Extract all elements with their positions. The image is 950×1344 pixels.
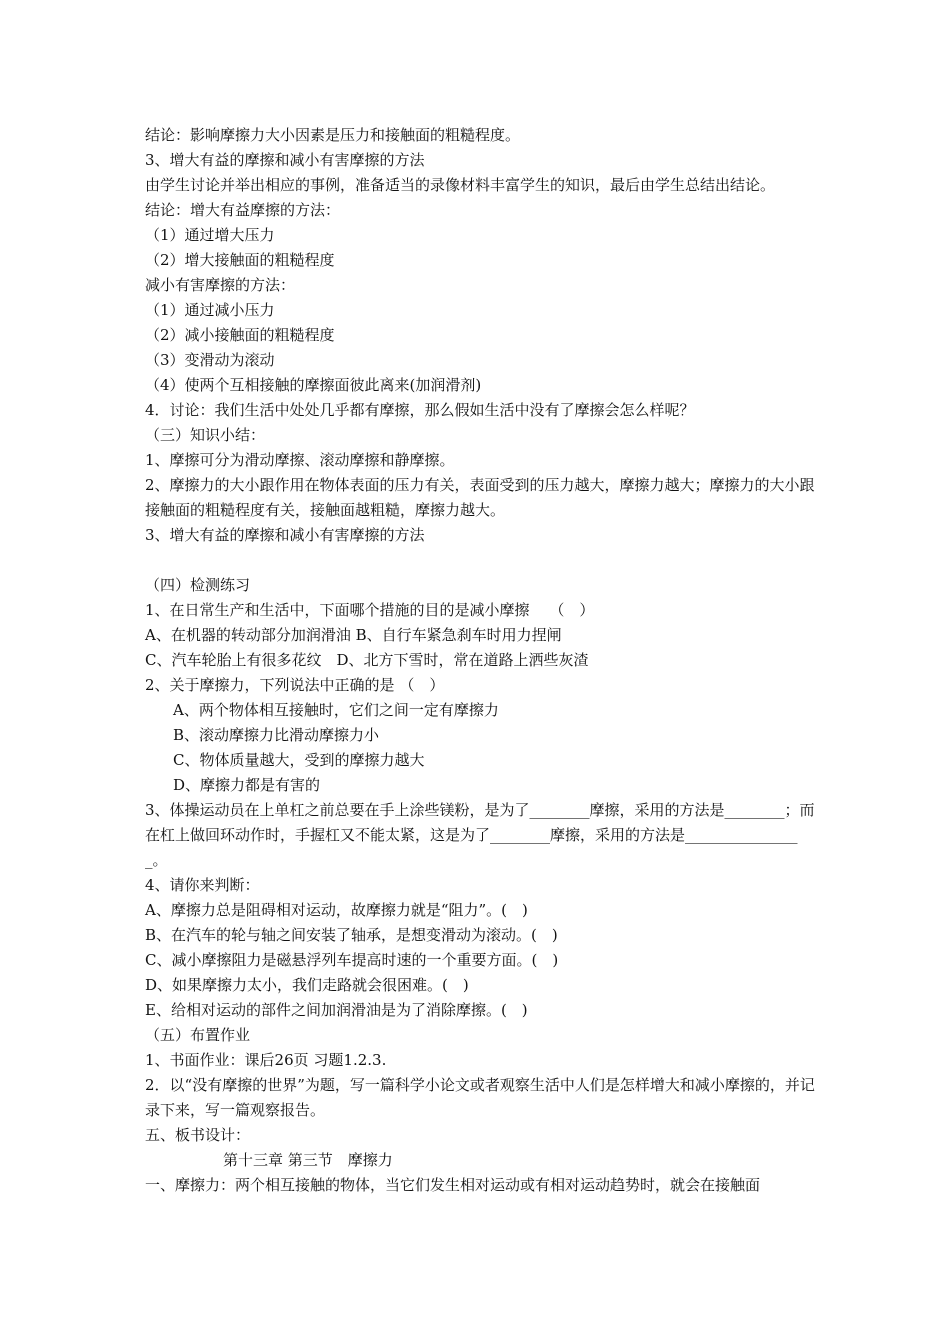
text-line: （2）增大接触面的粗糙程度 (145, 251, 335, 269)
text-line: （4）使两个互相接触的摩擦面彼此离来(加润滑剂) (145, 376, 482, 394)
question-option: B、在汽车的轮与轴之间安装了轴承，是想变滑动为滚动。( ) (145, 926, 558, 944)
text-line: 一、摩擦力：两个相互接触的物体，当它们发生相对运动或有相对运动趋势时，就会在接触面 (145, 1176, 761, 1194)
question-option: E、给相对运动的部件之间加润滑油是为了消除摩擦。( ) (145, 1001, 528, 1019)
text-line: 4．讨论：我们生活中处处几乎都有摩擦，那么假如生活中没有了摩擦会怎么样呢？ (145, 401, 695, 419)
document-page (145, 123, 815, 1198)
question: 4、请你来判断： (145, 876, 260, 894)
text-line: 结论：增大有益摩擦的方法： (145, 201, 341, 219)
question-option: D、摩擦力都是有害的 (173, 776, 321, 794)
text-line: （3）变滑动为滚动 (145, 351, 275, 369)
question-option: C、汽车轮胎上有很多花纹 D、北方下雪时，常在道路上洒些灰渣 (145, 651, 589, 669)
blank-line (145, 548, 815, 573)
question: 2、关于摩擦力，下列说法中正确的是 （ ） (145, 676, 445, 694)
text-paragraph: 2、摩擦力的大小跟作用在物体表面的压力有关，表面受到的压力越大，摩擦力越大；摩擦力的大小跟接触面的粗糙程度有关，接触面越粗糙，摩擦力越大。 (145, 476, 815, 519)
question-option: A、摩擦力总是阻碍相对运动，故摩擦力就是“阻力”。( ) (145, 901, 528, 919)
question: 1、在日常生产和生活中，下面哪个措施的目的是减小摩擦 （ ） (145, 601, 595, 619)
text-line: 1、摩擦可分为滑动摩擦、滚动摩擦和静摩擦。 (145, 451, 455, 469)
question-option: A、在机器的转动部分加润滑油 B、自行车紧急刹车时用力捏闸 (145, 626, 562, 644)
question-option: C、减小摩擦阻力是磁悬浮列车提高时速的一个重要方面。( ) (145, 951, 559, 969)
board-title: 第十三章 第三节 摩擦力 (223, 1151, 393, 1169)
text-line: 结论：影响摩擦力大小因素是压力和接触面的粗糙程度。 (145, 126, 521, 144)
section-heading: 五、板书设计： (145, 1126, 251, 1144)
text-line: （1）通过减小压力 (145, 301, 275, 319)
text-paragraph: 2．以“没有摩擦的世界”为题，写一篇科学小论文或者观察生活中人们是怎样增大和减小摩擦的，并记录下来，写一篇观察报告。 (145, 1076, 815, 1119)
question-option: C、物体质量越大，受到的摩擦力越大 (173, 751, 425, 769)
text-paragraph: 由学生讨论并举出相应的事例，准备适当的录像材料丰富学生的知识，最后由学生总结出结论。 (145, 176, 776, 194)
text-line: 1、书面作业：课后26页 习题1.2.3. (145, 1051, 387, 1069)
text-line: 3、增大有益的摩擦和减小有害摩擦的方法 (145, 526, 425, 544)
text-line: 减小有害摩擦的方法： (145, 276, 296, 294)
text-line: （2）减小接触面的粗糙程度 (145, 326, 335, 344)
section-heading: （四）检测练习 (145, 576, 251, 594)
question-option: B、滚动摩擦力比滑动摩擦力小 (173, 726, 380, 744)
question-option: D、如果摩擦力太小，我们走路就会很困难。( ) (145, 976, 469, 994)
text-line: （1）通过增大压力 (145, 226, 275, 244)
section-heading: （三）知识小结： (145, 426, 266, 444)
section-heading: （五）布置作业 (145, 1026, 251, 1044)
question-option: A、两个物体相互接触时，它们之间一定有摩擦力 (173, 701, 499, 719)
question: 3、体操运动员在上单杠之前总要在手上涂些镁粉，是为了________摩擦，采用的方法是________；而在杠上做回环动作时，手握杠又不能太紧，这是为了________摩擦，采用的方法是________________。 (145, 801, 815, 869)
text-line: 3、增大有益的摩擦和减小有害摩擦的方法 (145, 151, 425, 169)
